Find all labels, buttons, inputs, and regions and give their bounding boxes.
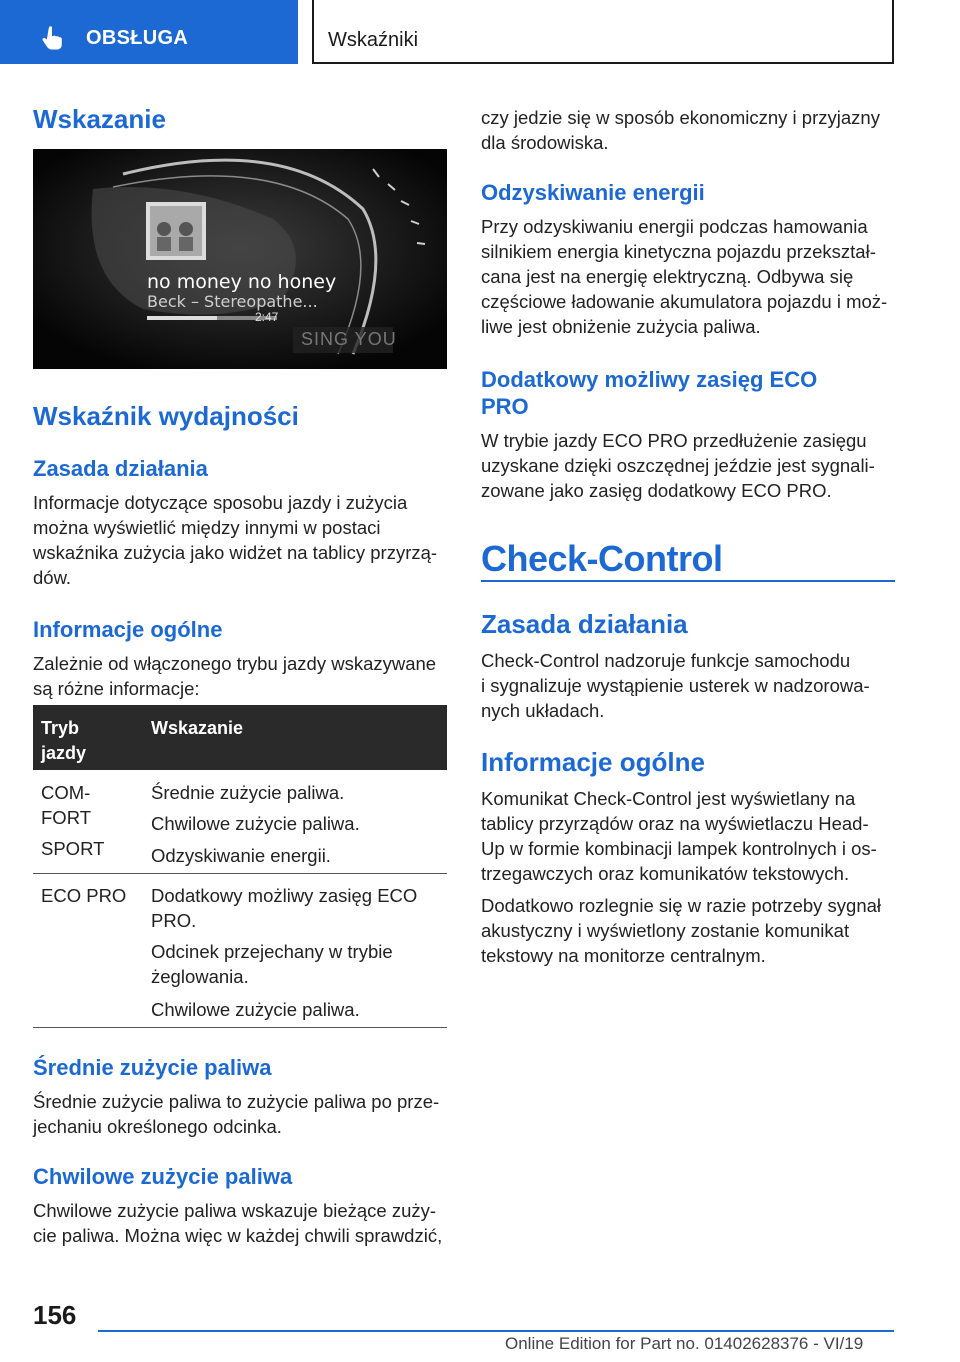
chapter-tab-label: Wskaźniki	[328, 29, 419, 51]
header-tryb-jazdy	[41, 716, 86, 766]
table-header	[33, 705, 447, 770]
cell-text: żeglowania.	[151, 966, 249, 987]
section-tab-label: OBSŁUGA	[86, 27, 189, 49]
text-line: tablicy przyrządów oraz na wyświetlaczu Head-	[481, 813, 869, 834]
header-wskazanie: Wskazanie	[151, 718, 244, 738]
pointing-hand-icon	[40, 25, 66, 51]
heading-check-control: Check-Control	[481, 538, 723, 579]
section-tab-obsluga[interactable]	[0, 0, 298, 64]
text-line: liwe jest obniżenie zużycia paliwa.	[481, 316, 761, 337]
text-line: i sygnalizuje wystąpienie usterek w nadzorowa‐	[481, 675, 870, 696]
paragraph-info-2b	[481, 893, 895, 968]
heading-zasada-dzialania-2: Zasada działania	[481, 609, 688, 639]
paragraph-zasada-2	[481, 648, 895, 723]
cell-value-6: Chwilowe zużycie paliwa.	[151, 999, 360, 1020]
text-line: cana jest na energię elektryczną. Odbywa się	[481, 266, 854, 287]
text-line: silnikiem energia kinetyczna pojazdu przekształ‐	[481, 241, 876, 262]
heading-underline	[481, 580, 895, 582]
text-line: Chwilowe zużycie paliwa wskazuje bieżące zuży‐	[33, 1200, 437, 1221]
cell-value-4	[151, 883, 417, 933]
cell-mode-sport: SPORT	[41, 838, 105, 859]
chapter-tab-wskazniki[interactable]	[312, 0, 894, 64]
heading-chwilowe-zuzycie: Chwilowe zużycie paliwa	[33, 1164, 293, 1189]
text-line: można wyświetlić między innymi w postaci	[33, 517, 381, 538]
cell-mode-eco-pro: ECO PRO	[41, 885, 127, 906]
text-line: cie paliwa. Można więc w każdej chwili sprawdzić,	[33, 1225, 443, 1246]
cell-text: Odcinek przejechany w trybie	[151, 941, 393, 962]
paragraph-chwilowe	[33, 1198, 447, 1248]
header-text: Tryb	[41, 718, 80, 738]
text-line: jechaniu określonego odcinka.	[33, 1116, 282, 1137]
paragraph-srednie	[33, 1089, 447, 1139]
now-playing-song: no money no honey	[147, 271, 337, 293]
heading-srednie-zuzycie: Średnie zużycie paliwa	[33, 1055, 272, 1080]
table-row-divider	[33, 873, 447, 874]
heading-zasada-dzialania: Zasada działania	[33, 456, 208, 481]
text-line: dów.	[33, 567, 72, 588]
text-line: czy jedzie się w sposób ekonomiczny i przyjazny	[481, 107, 880, 128]
text-line: Check-Control nadzoruje funkcje samochodu	[481, 650, 851, 671]
text-line: Informacje dotyczące sposobu jazdy i zużycia	[33, 492, 408, 513]
dashboard-photo	[33, 149, 447, 369]
cell-value-5	[151, 939, 393, 989]
text-line: Up w formie kombinacji lampek kontrolnych i os‐	[481, 838, 877, 859]
text-line: trzegawczych oraz komunikatów tekstowych.	[481, 863, 850, 884]
footer-edition: Online Edition for Part no. 01402628376 - VI/19	[505, 1334, 864, 1353]
heading-informacje-ogolne: Informacje ogólne	[33, 617, 223, 642]
paragraph-eco	[481, 428, 895, 503]
text-line: wskaźnika zużycia jako widżet na tablicy przyrzą‐	[33, 542, 438, 563]
cell-text: PRO.	[151, 910, 197, 931]
text-line: W trybie jazdy ECO PRO przedłużenie zasięgu	[481, 430, 867, 451]
page-number: 156	[33, 1300, 77, 1330]
heading-wskazanie: Wskazanie	[33, 104, 166, 134]
text-line: tekstowy na monitorze centralnym.	[481, 945, 766, 966]
text-line: Zależnie od włączonego trybu jazdy wskazywane	[33, 653, 437, 674]
text-line: nych układach.	[481, 700, 605, 721]
paragraph-zasada	[33, 490, 447, 590]
cell-text: Dodatkowy możliwy zasięg ECO	[151, 885, 418, 906]
now-playing-time: 2:47	[255, 310, 279, 324]
cell-text: COM‐	[41, 782, 91, 803]
text-line: Dodatkowo rozlegnie się w razie potrzeby sygnał	[481, 895, 882, 916]
cell-text: FORT	[41, 807, 92, 828]
heading-odzyskiwanie-energii: Odzyskiwanie energii	[481, 180, 705, 205]
text-line: zowane jako zasięg dodatkowy ECO PRO.	[481, 480, 832, 501]
cell-value-2: Chwilowe zużycie paliwa.	[151, 813, 360, 834]
dash-corner-text: SING YOU	[301, 329, 397, 349]
heading-dodatkowy-zasieg-eco	[481, 366, 817, 420]
cell-value-1: Średnie zużycie paliwa.	[151, 782, 345, 803]
heading-informacje-ogolne-2: Informacje ogólne	[481, 747, 705, 777]
paragraph-info	[33, 651, 447, 701]
heading-line: PRO	[481, 394, 529, 419]
paragraph-info-2	[481, 786, 895, 886]
text-line: są różne informacje:	[33, 678, 200, 699]
header-text: jazdy	[41, 743, 87, 763]
text-line: częściowe ładowanie akumulatora pojazdu i moż‐	[481, 291, 888, 312]
paragraph-odzysk	[481, 214, 895, 339]
cell-value-3: Odzyskiwanie energii.	[151, 845, 331, 866]
heading-wskaznik-wydajnosci: Wskaźnik wydajności	[33, 401, 299, 431]
text-line: akustyczny i wyświetlony zostanie komunikat	[481, 920, 850, 941]
text-line: Komunikat Check-Control jest wyświetlany na	[481, 788, 856, 809]
heading-line: Dodatkowy możliwy zasięg ECO	[481, 367, 818, 392]
paragraph-continued	[481, 105, 895, 155]
now-playing-artist: Beck – Stereopathe...	[147, 292, 318, 311]
text-line: Przy odzyskiwaniu energii podczas hamowania	[481, 216, 868, 237]
text-line: uzyskane dzięki oszczędnej jeździe jest sygnali‐	[481, 455, 875, 476]
text-line: dla środowiska.	[481, 132, 609, 153]
footer-rule	[98, 1330, 894, 1332]
text-line: Średnie zużycie paliwa to zużycie paliwa po prze‐	[33, 1091, 440, 1112]
cell-mode-comfort	[41, 780, 91, 830]
table-bottom-rule	[33, 1027, 447, 1028]
